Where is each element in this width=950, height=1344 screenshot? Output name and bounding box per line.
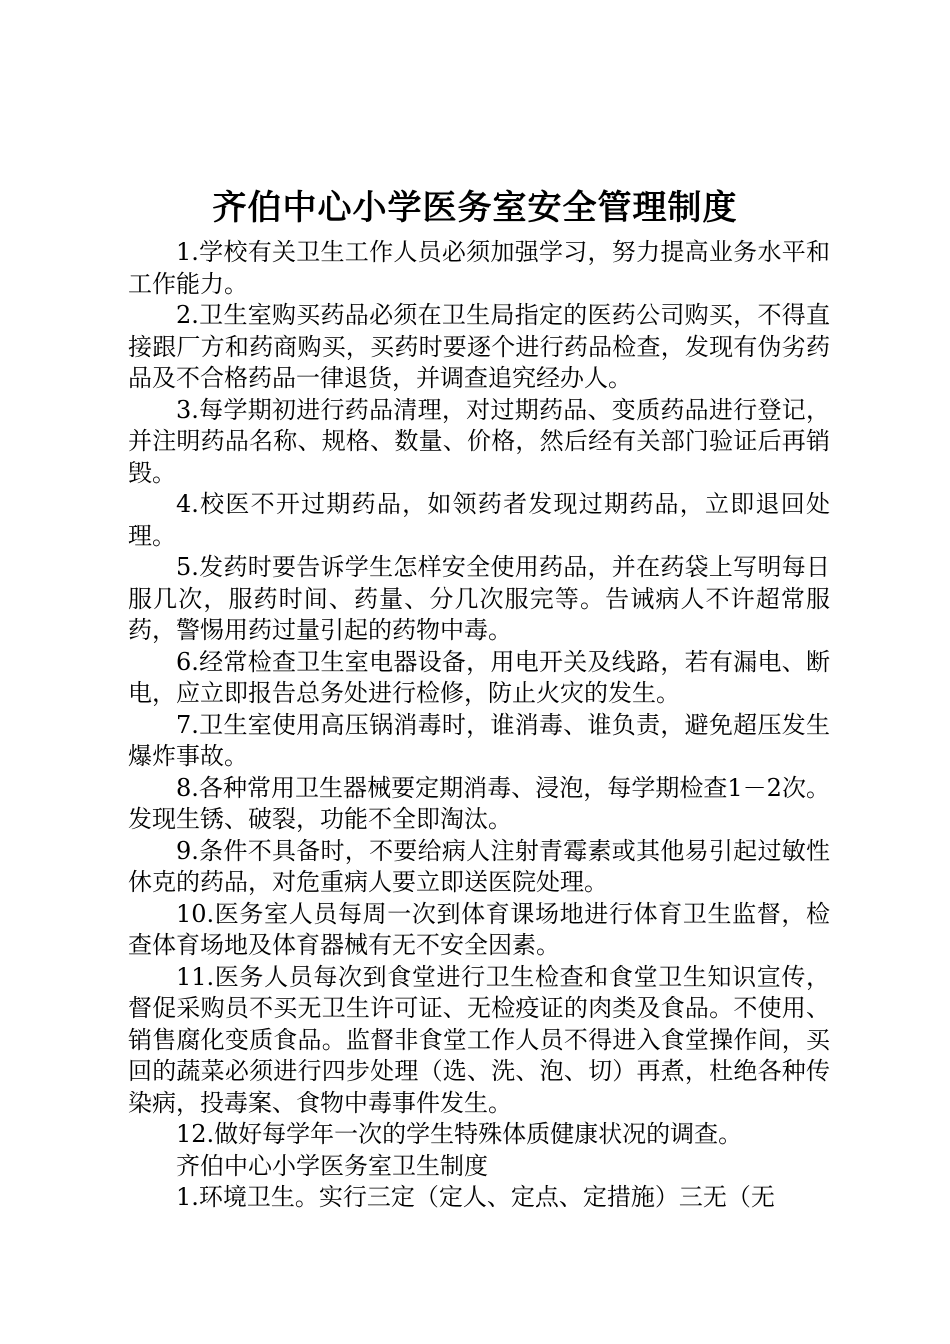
paragraph-5: 5.发药时要告诉学生怎样安全使用药品，并在药袋上写明每日服几次，服药时间、药量、分几次服完等。告诫病人不许超常服药，警惕用药过量引起的药物中毒。	[128, 553, 830, 644]
paragraph-6: 6.经常检查卫生室电器设备，用电开关及线路，若有漏电、断电，应立即报告总务处进行检修，防止火灾的发生。	[128, 647, 830, 707]
section-heading: 齐伯中心小学医务室卫生制度	[176, 1151, 488, 1180]
paragraph-9: 9.条件不具备时，不要给病人注射青霉素或其他易引起过敏性休克的药品，对危重病人要立即送医院处理。	[128, 836, 830, 896]
paragraph-10: 10.医务室人员每周一次到体育课场地进行体育卫生监督，检查体育场地及体育器械有无不安全因素。	[128, 899, 830, 959]
paragraph-8: 8.各种常用卫生器械要定期消毒、浸泡，每学期检查1－2次。发现生锈、破裂，功能不全即淘汰。	[128, 773, 830, 833]
paragraph-4: 4.校医不开过期药品，如领药者发现过期药品，立即退回处理。	[128, 490, 830, 550]
document-body	[128, 237, 830, 1214]
paragraph-1: 1.学校有关卫生工作人员必须加强学习，努力提高业务水平和工作能力。	[128, 238, 830, 298]
document-title: 齐伯中心小学医务室安全管理制度	[212, 188, 738, 228]
paragraph-3: 3.每学期初进行药品清理，对过期药品、变质药品进行登记，并注明药品名称、规格、数量、价格，然后经有关部门验证后再销毁。	[128, 395, 830, 487]
paragraph-12: 12.做好每学年一次的学生特殊体质健康状况的调查。	[176, 1120, 743, 1148]
paragraph-13: 1.环境卫生。实行三定（定人、定点、定措施）三无（无	[176, 1183, 775, 1211]
paragraph-2: 2.卫生室购买药品必须在卫生局指定的医药公司购买，不得直接跟厂方和药商购买，买药时要逐个进行药品检查，发现有伪劣药品及不合格药品一律退货，并调查追究经办人。	[128, 301, 830, 392]
paragraph-7: 7.卫生室使用高压锅消毒时，谁消毒、谁负责，避免超压发生爆炸事故。	[128, 710, 830, 770]
paragraph-11: 11.医务人员每次到食堂进行卫生检查和食堂卫生知识宣传，督促采购员不买无卫生许可证、无检疫证的肉类及食品。不使用、销售腐化变质食品。监督非食堂工作人员不得进入食堂操作间，买回的蔬菜必须进行四步处理（选、洗、泡、切）再煮，杜绝各种传染病，投毒案、食物中毒事件发生。	[128, 962, 830, 1117]
